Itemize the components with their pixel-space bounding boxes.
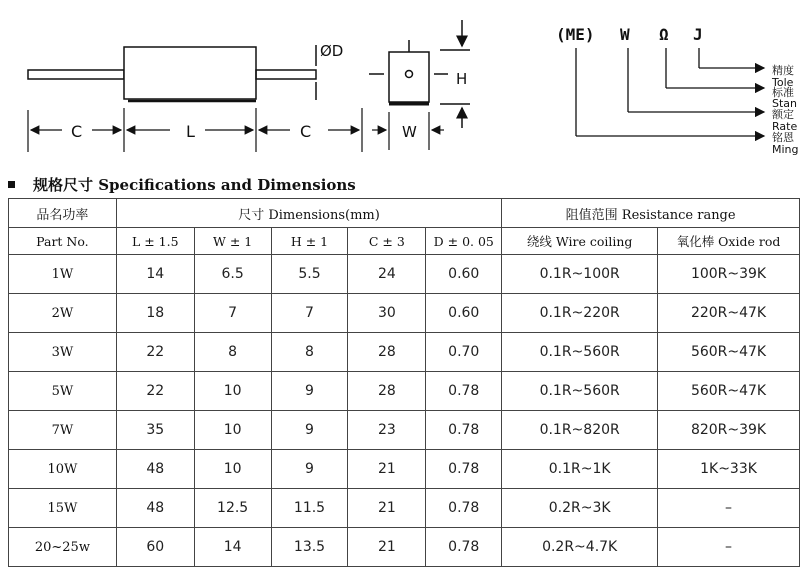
dimension-lines — [28, 108, 444, 152]
cell-wire-range: 0.1R~1K — [502, 450, 658, 489]
resistor-dimension-diagram — [0, 0, 800, 170]
part-header-en: Part No. — [9, 228, 117, 255]
cell-wire-range: 0.1R~560R — [502, 372, 658, 411]
table-header-row — [9, 199, 800, 228]
cell-wire-range: 0.1R~220R — [502, 294, 658, 333]
cell-l: 60 — [116, 528, 194, 567]
part-code — [556, 25, 799, 156]
legend-rated-en: Rate — [772, 120, 798, 133]
table-row — [9, 372, 800, 411]
cell-w: 12.5 — [194, 489, 271, 528]
code-power: W — [620, 25, 630, 44]
legend-standard-en: Stan — [772, 97, 798, 110]
width-label: W — [402, 123, 417, 141]
cell-h: 11.5 — [271, 489, 348, 528]
height-label: H — [456, 70, 468, 88]
table-row — [9, 333, 800, 372]
table-row — [9, 528, 800, 567]
cell-oxide-range: 820R~39K — [658, 411, 800, 450]
cell-part: 10W — [9, 450, 117, 489]
col-header-oxide: 氧化棒 Oxide rod — [658, 228, 800, 255]
cell-part: 2W — [9, 294, 117, 333]
cell-c: 30 — [348, 294, 426, 333]
cell-w: 10 — [194, 372, 271, 411]
cell-d: 0.78 — [426, 489, 502, 528]
cell-part: 20~25w — [9, 528, 117, 567]
legend-brand-cn: 铭恩 — [772, 131, 794, 144]
lead-length-label-left: C — [71, 122, 83, 141]
table-row — [9, 255, 800, 294]
section-title-text: 规格尺寸 Specifications and Dimensions — [33, 176, 356, 194]
cell-wire-range: 0.1R~100R — [502, 255, 658, 294]
cell-l: 48 — [116, 450, 194, 489]
cell-d: 0.78 — [426, 450, 502, 489]
bullet-icon — [8, 181, 15, 188]
cell-w: 8 — [194, 333, 271, 372]
col-header-w: W ± 1 — [194, 228, 271, 255]
spec-table — [8, 198, 800, 567]
cell-part: 3W — [9, 333, 117, 372]
cell-oxide-range: 560R~47K — [658, 372, 800, 411]
cell-d: 0.78 — [426, 528, 502, 567]
resistor-end-view — [369, 20, 470, 128]
cell-h: 7 — [271, 294, 348, 333]
cell-oxide-range: – — [658, 489, 800, 528]
col-header-h: H ± 1 — [271, 228, 348, 255]
cell-c: 21 — [348, 450, 426, 489]
cell-part: 1W — [9, 255, 117, 294]
col-header-wire: 绕线 Wire coiling — [502, 228, 658, 255]
legend-rated-cn: 额定 — [772, 108, 794, 121]
table-row — [9, 450, 800, 489]
cell-wire-range: 0.1R~560R — [502, 333, 658, 372]
table-row — [9, 489, 800, 528]
cell-c: 28 — [348, 333, 426, 372]
table-row — [9, 294, 800, 333]
cell-c: 21 — [348, 489, 426, 528]
cell-h: 9 — [271, 372, 348, 411]
cell-c: 23 — [348, 411, 426, 450]
cell-d: 0.60 — [426, 255, 502, 294]
cell-w: 10 — [194, 450, 271, 489]
cell-h: 13.5 — [271, 528, 348, 567]
cell-oxide-range: – — [658, 528, 800, 567]
code-resistance: Ω — [659, 25, 669, 44]
legend-brand-en: Ming — [772, 143, 799, 156]
cell-w: 14 — [194, 528, 271, 567]
cell-l: 18 — [116, 294, 194, 333]
code-series: (ME) — [556, 25, 595, 44]
cell-h: 5.5 — [271, 255, 348, 294]
cell-d: 0.78 — [426, 411, 502, 450]
cell-l: 22 — [116, 333, 194, 372]
cell-d: 0.60 — [426, 294, 502, 333]
cell-w: 10 — [194, 411, 271, 450]
table-row — [9, 411, 800, 450]
cell-part: 15W — [9, 489, 117, 528]
dimensions-group-header: 尺寸 Dimensions(mm) — [116, 199, 501, 228]
cell-d: 0.78 — [426, 372, 502, 411]
col-header-c: C ± 3 — [348, 228, 426, 255]
body-length-label: L — [186, 122, 195, 141]
cell-c: 21 — [348, 528, 426, 567]
cell-l: 48 — [116, 489, 194, 528]
cell-h: 8 — [271, 333, 348, 372]
col-header-l: L ± 1.5 — [116, 228, 194, 255]
section-heading — [8, 174, 356, 195]
cell-wire-range: 0.1R~820R — [502, 411, 658, 450]
diameter-label: ØD — [320, 42, 344, 60]
cell-l: 35 — [116, 411, 194, 450]
lead-length-label-right: C — [300, 122, 312, 141]
cell-oxide-range: 100R~39K — [658, 255, 800, 294]
cell-c: 24 — [348, 255, 426, 294]
cell-part: 5W — [9, 372, 117, 411]
cell-w: 7 — [194, 294, 271, 333]
legend-tolerance-en: Tole — [772, 76, 794, 89]
table-subheader-row — [9, 228, 800, 255]
cell-w: 6.5 — [194, 255, 271, 294]
cell-oxide-range: 1K~33K — [658, 450, 800, 489]
cell-l: 14 — [116, 255, 194, 294]
part-header-cn: 品名功率 — [9, 199, 117, 228]
cell-oxide-range: 560R~47K — [658, 333, 800, 372]
code-tolerance: J — [693, 25, 703, 44]
cell-l: 22 — [116, 372, 194, 411]
cell-part: 7W — [9, 411, 117, 450]
legend-standard-cn: 标准 — [772, 86, 794, 99]
cell-wire-range: 0.2R~4.7K — [502, 528, 658, 567]
cell-d: 0.70 — [426, 333, 502, 372]
cell-c: 28 — [348, 372, 426, 411]
col-header-d: D ± 0. 05 — [426, 228, 502, 255]
cell-oxide-range: 220R~47K — [658, 294, 800, 333]
resistance-group-header: 阻值范围 Resistance range — [502, 199, 800, 228]
cell-h: 9 — [271, 450, 348, 489]
cell-h: 9 — [271, 411, 348, 450]
legend-tolerance-cn: 精度 — [772, 64, 794, 77]
cell-wire-range: 0.2R~3K — [502, 489, 658, 528]
resistor-side-view — [28, 45, 316, 101]
